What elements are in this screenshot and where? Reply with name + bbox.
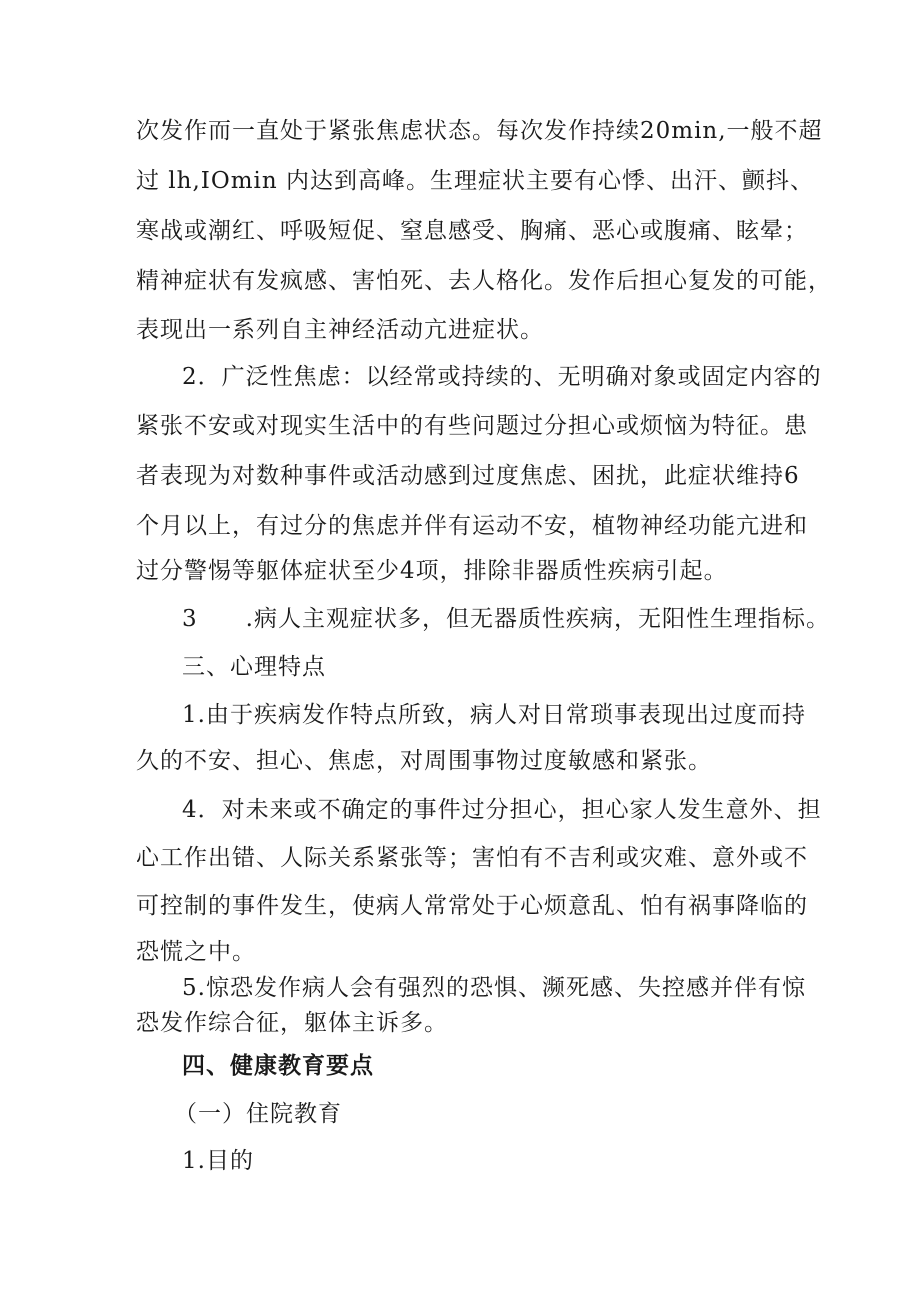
text-line: 心工作出错、人际关系紧张等；害怕有不吉利或灾难、意外或不 [136,845,808,871]
text-line: 寒战或潮红、呼吸短促、窒息感受、胸痛、恶心或腹痛、眩晕； [136,218,808,244]
text-line: 2．广泛性焦虑：以经常或持续的、无明确对象或固定内容的 [182,364,822,390]
section-heading: 四、健康教育要点 [182,1053,374,1079]
text-line: 1.由于疾病发作特点所致，病人对日常琐事表现出过度而持 [182,702,806,728]
text-line: 久的不安、担心、焦虑，对周围事物过度敏感和紧张。 [136,748,712,774]
section-heading: 三、心理特点 [182,654,326,680]
text-line: 3 .病人主观症状多，但无器质性疾病，无阳性生理指标。 [182,606,830,632]
subsection-heading: （一）住院教育 [174,1101,342,1127]
text-line: 过 lh,IOmin 内达到高峰。生理症状主要有心悸、出汗、颤抖、 [136,168,815,194]
text-line: 次发作而一直处于紧张焦虑状态。每次发作持续20min,一般不超 [136,118,823,144]
text-line: 可控制的事件发生，使病人常常处于心烦意乱、怕有祸事降临的 [136,893,808,919]
text-line: 精神症状有发疯感、害怕死、去人格化。发作后担心复发的可能， [136,268,832,294]
text-line: 恐慌之中。 [136,939,256,965]
text-line: 4．对未来或不确定的事件过分担心，担心家人发生意外、担 [182,797,822,823]
text-line: 表现出一系列自主神经活动亢进症状。 [136,317,544,343]
text-line: 恐发作综合征，躯体主诉多。 [136,1010,448,1036]
text-line: 过分警惕等躯体症状至少4项，排除非器质性疾病引起。 [136,558,728,584]
text-line: 5.惊恐发作病人会有强烈的恐惧、濒死感、失控感并伴有惊 [182,975,806,1001]
text-line: 者表现为对数种事件或活动感到过度焦虑、困扰，此症状维持6 [136,463,800,489]
text-line: 紧张不安或对现实生活中的有些问题过分担心或烦恼为特征。患 [136,413,808,439]
subsection-heading: 1.目的 [182,1148,254,1174]
text-line: 个月以上，有过分的焦虑并伴有运动不安，植物神经功能亢进和 [136,513,808,539]
